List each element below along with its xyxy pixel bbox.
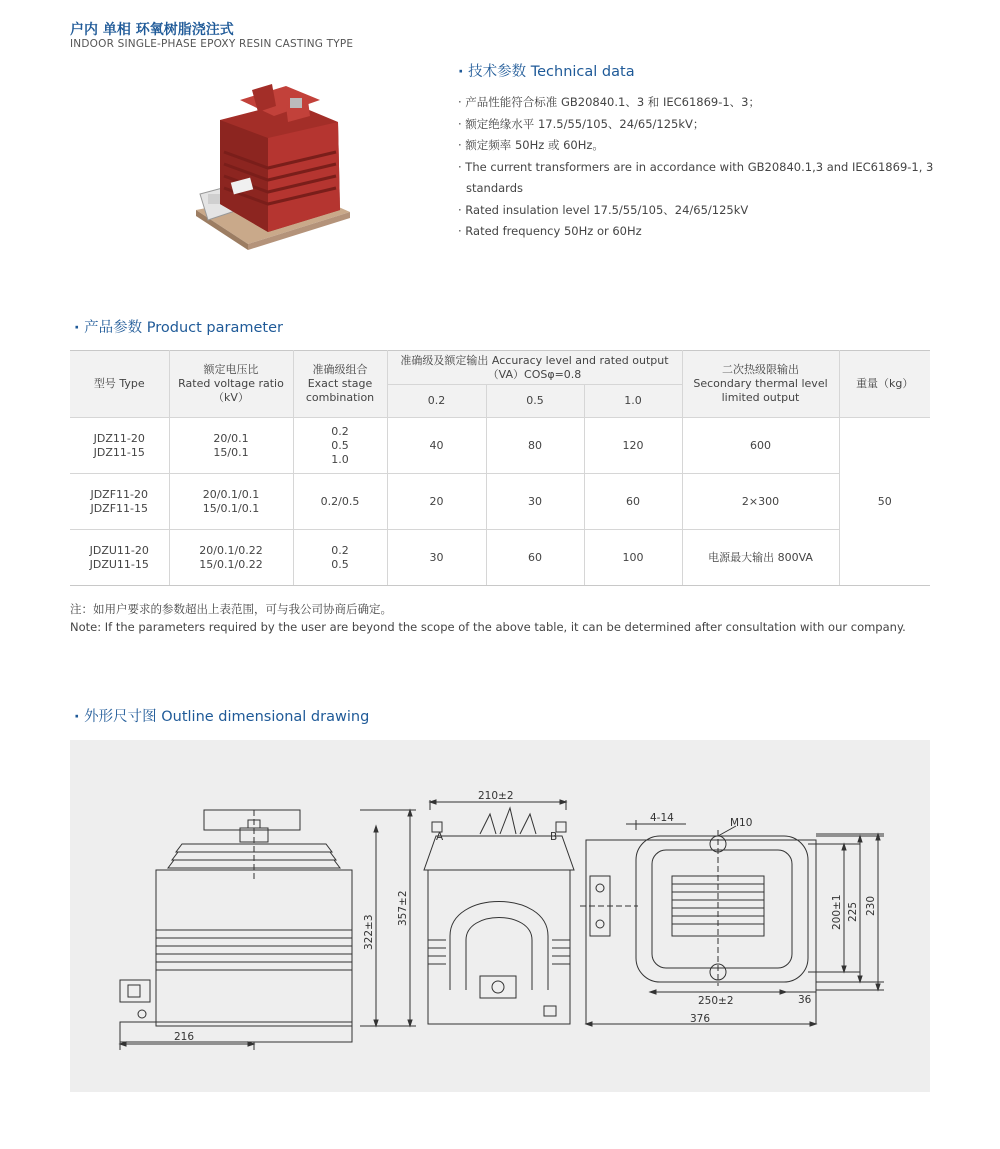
cell-exact: 0.2/0.5 — [293, 474, 387, 530]
cell-thermal: 2×300 — [682, 474, 839, 530]
dim-376: 376 — [690, 1013, 711, 1025]
dim-230: 230 — [865, 895, 877, 916]
header-type: 型号 Type — [70, 351, 169, 418]
side-view — [424, 790, 574, 1024]
label-a: A — [436, 831, 444, 843]
dim-210: 210±2 — [478, 790, 514, 802]
product-photo — [190, 82, 360, 252]
cell-ratio: 20/0.1/0.22 15/0.1/0.22 — [169, 530, 293, 586]
table-note — [70, 600, 906, 636]
cell-output-02: 30 — [387, 530, 486, 586]
technical-title — [458, 60, 635, 81]
cell-type: JDZU11-20 JDZU11-15 — [70, 530, 169, 586]
cell-ratio: 20/0.1 15/0.1 — [169, 418, 293, 474]
technical-title-text: 技术参数 Technical data — [468, 64, 635, 80]
page-title: 户内 单相 环氧树脂浇注式 — [70, 22, 234, 38]
technical-list — [458, 92, 938, 243]
cell-output-02: 20 — [387, 474, 486, 530]
cell-thermal: 600 — [682, 418, 839, 474]
table-row — [70, 530, 930, 586]
dim-36: 36 — [798, 994, 812, 1006]
header-thermal-output: 二次热级限输出 Secondary thermal level limited output — [682, 351, 839, 418]
cell-output-02: 40 — [387, 418, 486, 474]
cell-output-10: 60 — [584, 474, 682, 530]
cell-ratio: 20/0.1/0.1 15/0.1/0.1 — [169, 474, 293, 530]
technical-item: · Rated frequency 50Hz or 60Hz — [458, 224, 642, 238]
table-row — [70, 474, 930, 530]
header-accuracy: 准确级及额定输出 Accuracy level and rated output （VA）COSφ=0.8 — [387, 351, 682, 385]
technical-item: · The current transformers are in accordance with GB20840.1,3 and IEC61869-1, 3 standards — [458, 159, 934, 195]
page-subtitle: INDOOR SINGLE-PHASE EPOXY RESIN CASTING TYPE — [70, 38, 354, 50]
product-parameter-table — [70, 350, 930, 586]
cell-output-05: 60 — [486, 530, 584, 586]
dim-200: 200±1 — [831, 894, 843, 930]
drawing-title-text: 外形尺寸图 Outline dimensional drawing — [84, 709, 370, 725]
dim-322: 322±3 — [363, 914, 375, 950]
header-acc-05: 0.5 — [486, 385, 584, 418]
cell-output-10: 100 — [584, 530, 682, 586]
outline-drawing — [70, 740, 930, 1092]
drawing-title — [74, 705, 369, 726]
cell-type: JDZ11-20 JDZ11-15 — [70, 418, 169, 474]
dim-216: 216 — [174, 1031, 195, 1043]
dim-250: 250±2 — [698, 995, 734, 1007]
header-weight: 重量（kg） — [839, 351, 930, 418]
dim-4-14: 4-14 — [650, 812, 674, 824]
cell-exact: 0.2 0.5 1.0 — [293, 418, 387, 474]
note-en: Note: If the parameters required by the user are beyond the scope of the above table, it can be determined after consultation with our company. — [70, 620, 906, 634]
note-cn: 注：如用户要求的参数超出上表范围，可与我公司协商后确定。 — [70, 602, 392, 616]
label-b: B — [550, 831, 558, 843]
cell-thermal: 电源最大输出 800VA — [682, 530, 839, 586]
technical-item: · 额定绝缘水平 17.5/55/105、24/65/125kV； — [458, 116, 705, 131]
header-voltage-ratio: 额定电压比 Rated voltage ratio （kV） — [169, 351, 293, 418]
header-acc-10: 1.0 — [584, 385, 682, 418]
product-title — [74, 316, 283, 337]
header-acc-02: 0.2 — [387, 385, 486, 418]
cell-type: JDZF11-20 JDZF11-15 — [70, 474, 169, 530]
dim-m10: M10 — [730, 817, 753, 829]
drawing-bullet: · — [74, 709, 80, 725]
technical-bullet: · — [458, 64, 464, 80]
cell-output-05: 80 — [486, 418, 584, 474]
cell-output-10: 120 — [584, 418, 682, 474]
product-title-text: 产品参数 Product parameter — [84, 320, 283, 336]
top-view — [580, 812, 884, 1026]
dim-225: 225 — [847, 901, 859, 922]
cell-weight: 50 — [839, 418, 930, 586]
technical-item: · Rated insulation level 17.5/55/105、24/65/125kV — [458, 202, 749, 217]
header-exact-stage: 准确级组合 Exact stage combination — [293, 351, 387, 418]
dim-357: 357±2 — [397, 890, 409, 926]
product-bullet: · — [74, 320, 80, 336]
cell-output-05: 30 — [486, 474, 584, 530]
front-view — [120, 810, 416, 1050]
technical-item: · 额定频率 50Hz 或 60Hz。 — [458, 138, 604, 152]
cell-exact: 0.2 0.5 — [293, 530, 387, 586]
table-row — [70, 418, 930, 474]
technical-item: · 产品性能符合标准 GB20840.1、3 和 IEC61869-1、3； — [458, 95, 761, 109]
